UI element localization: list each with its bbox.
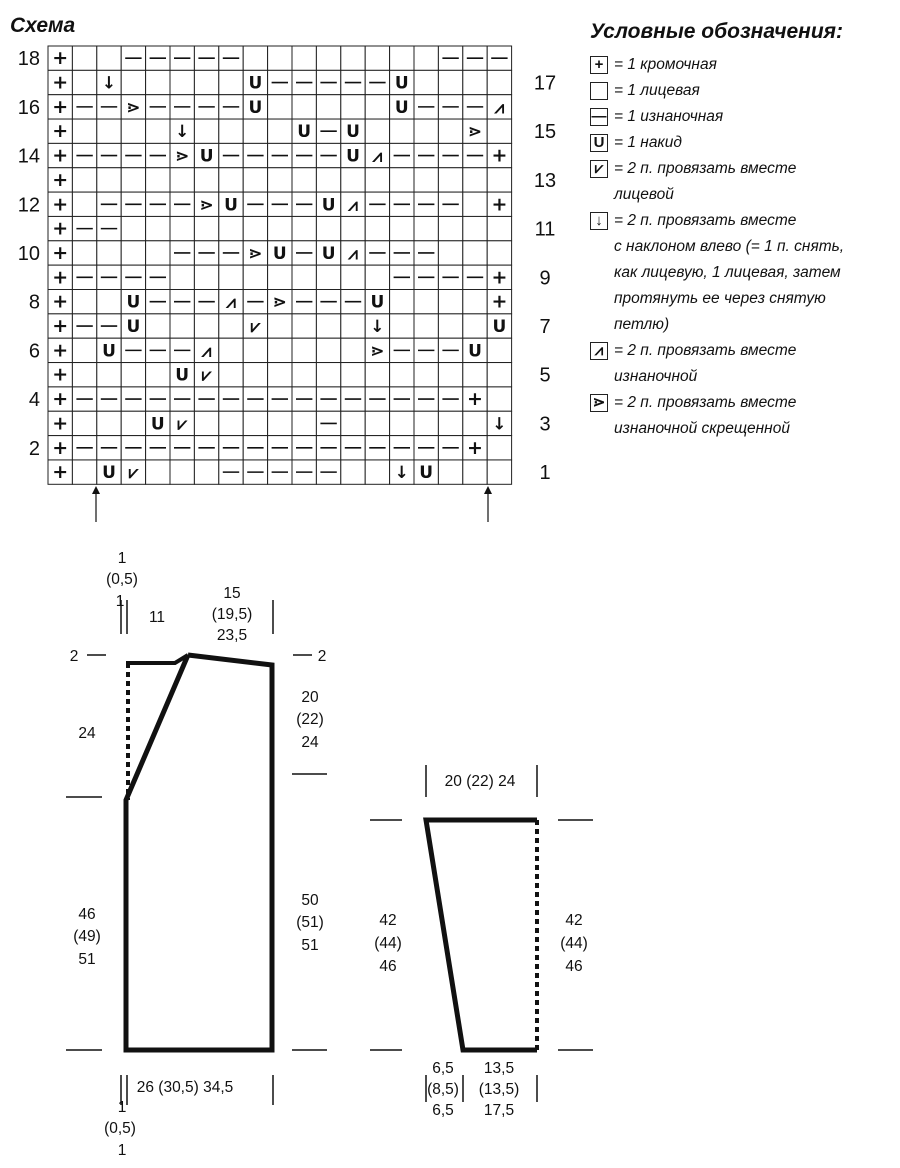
stitch-symbol: ⩘ [348,243,358,264]
dim-text: 13,5 [483,1060,515,1077]
dim-text: 51 [301,937,319,954]
stitch-symbol: U [126,292,141,313]
stitch-symbol: U [321,243,336,264]
legend-symbol: + [590,56,608,74]
stitch-symbol: U [175,365,190,386]
stitch-symbol: ↓ [175,122,190,143]
stitch-symbol: + [491,290,508,313]
stitch-symbol: ⋗ [126,97,141,118]
stitch-symbol: ⋗ [370,341,385,362]
dim-text: 46 [379,958,397,975]
stitch-symbol: + [52,388,69,411]
stitch-symbol: ↓ [492,414,507,435]
stitch-symbol: ⩘ [348,195,358,216]
stitch-symbol: + [52,266,69,289]
dim-text: 2 [317,648,327,665]
dim-text: 6,5 [432,1102,454,1119]
stitch-symbol: U [492,317,507,338]
chart-title: Схема [10,14,76,37]
row-number-left: 4 [28,389,40,412]
dim-text: 1 [115,593,125,610]
legend-text: = 2 п. провязать вместе изнаночной скрещенной [614,394,797,437]
dim-text: 26 (30,5) 34,5 [136,1079,234,1096]
dim-text: 23,5 [216,627,248,644]
row-number-right: 9 [539,267,551,290]
stitch-symbol: + [52,412,69,435]
sleeve-outline [426,820,537,1050]
stitch-symbol: U [468,341,482,362]
stitch-symbol: U [321,195,336,216]
row-number-left: 16 [17,96,40,119]
legend-symbol: ⩘ [590,342,608,360]
stitch-symbol: U [199,146,214,167]
dim-text: 51 [78,951,96,968]
row-number-left: 10 [17,242,40,265]
dim-text: 20 (22) 24 [444,773,516,790]
stitch-symbol: ⋗ [248,243,263,264]
back-dimensions [70,550,327,1159]
dim-text: 50 [301,892,319,909]
stitch-symbol: ↓ [394,463,409,484]
row-number-right: 17 [533,72,557,95]
stitch-symbol: ⩘ [201,341,212,362]
stitch-symbol: + [491,193,508,216]
stitch-symbol: ⩗ [128,463,139,484]
stitch-symbol: + [52,217,69,240]
dim-text: 46 [565,958,583,975]
stitch-symbol: U [224,195,238,216]
dim-text: (44) [560,935,588,952]
legend-symbol: — [591,108,607,125]
stitch-symbol: + [52,363,69,386]
row-number-left: 8 [28,291,40,314]
row-number-left: 14 [17,145,40,168]
stitch-symbol: U [150,414,165,435]
row-number-right: 5 [539,364,551,387]
stitch-symbol: + [52,47,69,70]
row-number-right: 1 [539,462,551,485]
legend-text: = 2 п. провязать вместе изнаночной [614,342,797,385]
sleeve-schematic [370,765,593,1102]
stitch-symbol: U [102,463,116,484]
stitch-symbol: ⩗ [250,317,261,338]
dim-text: (0,5) [106,571,138,588]
dim-text: 2 [69,648,79,665]
dim-text: (19,5) [211,606,253,623]
stitch-symbol: U [248,97,263,118]
back-outline [126,655,272,1050]
dim-text: 1 [117,1142,127,1159]
legend-text: = 2 п. провязать вместе лицевой [614,160,797,203]
stitch-symbol: ↓ [370,317,385,338]
stitch-symbol: ⩘ [372,146,383,167]
stitch-symbol: ⋗ [175,146,190,167]
stitch-symbol: + [52,461,69,484]
stitch-symbol: + [467,388,483,411]
row-number-right: 13 [533,169,557,192]
stitch-symbol: ↓ [101,73,117,94]
stitch-symbol: + [52,71,69,94]
stitch-symbol: U [419,463,434,484]
legend-text: = 1 накид [614,134,682,151]
stitch-symbol: ⩗ [177,414,187,435]
dim-text: 17,5 [483,1102,515,1119]
dim-text: (44) [374,935,402,952]
stitch-symbol: ⋗ [272,292,287,313]
stitch-symbol: ⩘ [226,292,236,313]
stitch-symbol: U [370,292,385,313]
dim-text: 11 [148,609,166,626]
dim-text: 24 [78,725,96,742]
sleeve-dimensions [374,773,588,1119]
stitch-symbol: U [346,146,360,167]
row-number-left: 18 [17,48,40,71]
stitch-symbol: U [126,317,141,338]
dim-text: (13,5) [478,1081,520,1098]
legend-title: Условные обозначения: [590,20,844,43]
dim-text: (51) [296,914,324,931]
dim-text: 42 [565,912,583,929]
row-number-left: 6 [28,340,40,363]
stitch-symbol: U [394,73,409,94]
stitch-symbol: + [52,144,69,167]
row-number-left: 2 [28,437,40,460]
stitch-symbol: + [52,339,69,362]
dim-text: (0,5) [104,1120,136,1137]
row-number-right: 11 [534,218,556,241]
stitch-symbol: U [248,73,263,94]
dim-text: 1 [117,1099,127,1116]
stitch-symbol: + [491,266,508,289]
dim-text: 24 [301,734,319,751]
stitch-symbol: U [102,341,116,362]
stitch-symbol: ⩗ [201,365,212,386]
dim-text: (8,5) [427,1081,459,1098]
stitch-symbol: + [52,95,69,118]
dim-text: 46 [78,906,96,923]
row-number-right: 3 [539,413,551,436]
stitch-symbol: + [52,168,69,191]
stitch-symbol: ⩘ [494,97,505,118]
stitch-symbol: U [297,122,312,143]
legend-text: = 1 изнаночная [614,108,724,125]
stitch-symbol: + [52,120,69,143]
stitch-symbol: U [346,122,360,143]
stitch-symbol: U [394,97,409,118]
legend-text: = 1 кромочная [614,56,717,73]
stitch-symbol: + [491,144,508,167]
legend-symbol: ⩗ [590,160,608,178]
row-number-right: 15 [533,121,557,144]
stitch-symbol: + [52,315,69,338]
legend-text: = 1 лицевая [614,82,700,99]
legend-symbol: ⋗ [590,394,608,412]
back-piece-schematic [66,600,327,1105]
legend-symbol: U [590,134,608,152]
stitch-symbol: + [52,290,69,313]
dim-text: 42 [379,912,397,929]
dim-text: 1 [117,550,127,567]
back-neck [126,655,188,663]
stitch-symbol: U [272,243,287,264]
legend-symbol: ↓ [590,212,608,230]
dim-text: 20 [301,689,319,706]
stitch-symbol: + [52,193,69,216]
dim-text: 6,5 [432,1060,454,1077]
dim-text: 15 [223,585,241,602]
row-number-right: 7 [539,316,551,339]
dim-text: (49) [73,928,101,945]
legend-text: = 2 п. провязать вместе с наклоном влево (= 1 п. снять, как лицевую, 1 лицевая, затем протянуть ее через снятую петлю) [614,212,845,333]
dim-text: (22) [296,711,324,728]
stitch-symbol: ⋗ [467,122,483,143]
stitch-symbol: + [52,241,69,264]
stitch-symbol: + [467,436,483,459]
row-number-left: 12 [17,194,40,217]
stitch-symbol: ⋗ [199,195,214,216]
stitch-symbol: + [52,436,69,459]
